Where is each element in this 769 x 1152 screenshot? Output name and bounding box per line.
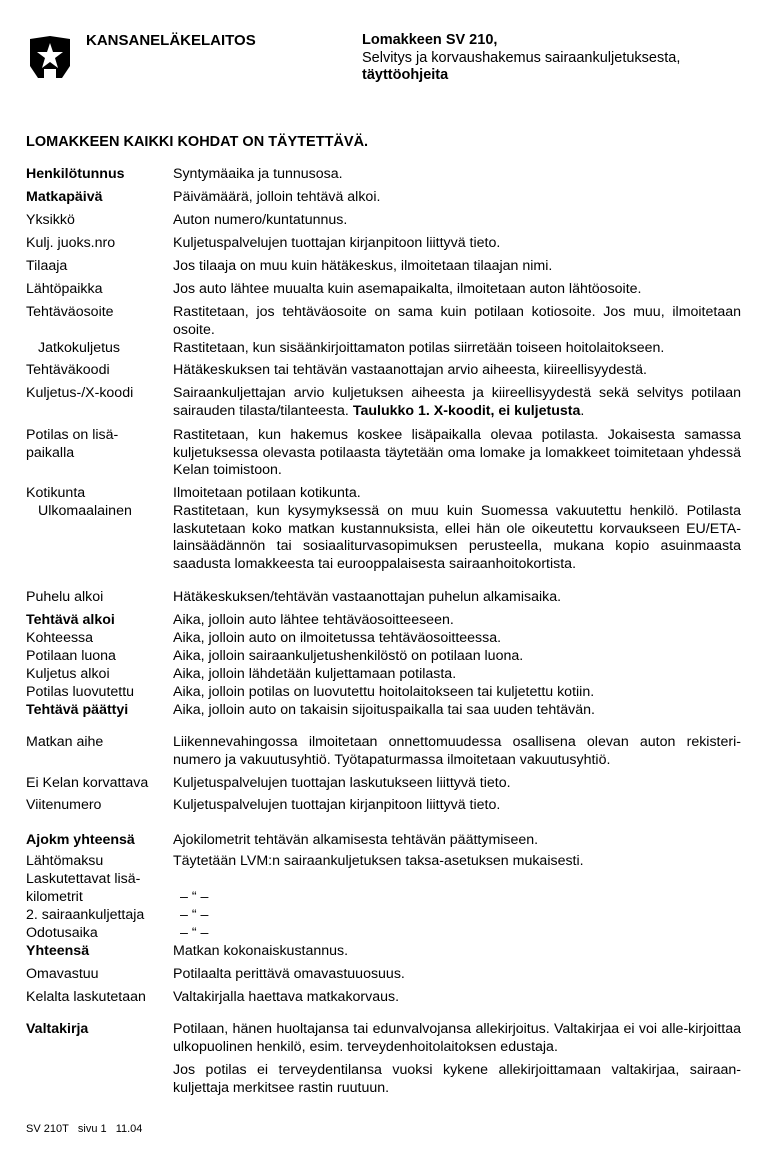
- field-description: Auton numero/kuntatunnus.: [173, 212, 348, 228]
- field-label: Potilas luovutettu: [26, 684, 135, 700]
- field-label: Viitenumero: [26, 797, 102, 813]
- field-label: Jatkokuljetus: [38, 340, 121, 356]
- field-description: – “ –: [180, 889, 209, 905]
- field-label: Matkapäivä: [26, 189, 103, 205]
- field-label: Ajokm yhteensä: [26, 832, 135, 848]
- field-description: Valtakirjalla haettava matkakorvaus.: [173, 989, 400, 1005]
- field-description: Rastitetaan, kun kysymyksessä on muu kuin Suomessa vakuutettu henkilö. Potilasta laskutetaan koko matkan kustannuksista, ellei hän ole oikeutettu korvaukseen EU/ETA-lainsäädännön tai sosiaaliturvasopimuksen perusteella, mukana kopio asuinmaasta saadusta lomakkeesta tai eurooppalaisesta sairaanhoitokortista.: [173, 503, 741, 572]
- field-description-text: Potilaan, hänen huoltajansa tai edunvalvojansa allekirjoitus. Valtakirjaa ei voi alle-kirjoittaa ulkopuolinen henkilö, esim. terveydenhoitolaitoksen edustaja.: [173, 1021, 741, 1055]
- field-description: Rastitetaan, jos tehtäväosoite on sama kuin potilaan kotiosoite. Jos muu, ilmoitetaan osoite.: [173, 304, 741, 338]
- field-label: Laskutettavat lisä-kilometrit: [26, 871, 141, 905]
- kela-logo-icon: [27, 36, 73, 78]
- field-label: Valtakirja: [26, 1021, 89, 1037]
- form-header: [362, 32, 680, 85]
- field-description: Matkan kokonaiskustannus.: [173, 943, 349, 959]
- page-footer: [26, 1123, 148, 1135]
- field-label: Tehtäväosoite: [26, 304, 114, 320]
- field-label: Tehtävä alkoi: [26, 612, 115, 628]
- field-description: Aika, jolloin auto on takaisin sijoituspaikalla tai saa uuden tehtävän.: [173, 702, 595, 718]
- field-label: Ulkomaalainen: [38, 503, 132, 519]
- field-label: Henkilötunnus: [26, 166, 125, 182]
- field-label: Kelalta laskutetaan: [26, 989, 146, 1005]
- field-description-text-2: Jos potilas ei terveydentilansa vuoksi kykene allekirjoittamaan valtakirjaa, sairaan-kuljettaja merkitsee rastin ruutuun.: [173, 1062, 741, 1096]
- field-description: Hätäkeskuksen tai tehtävän vastaanottajan arvio aiheesta, kiireellisyydestä.: [173, 362, 647, 378]
- field-label: Potilas on lisä-paikalla: [26, 427, 119, 461]
- field-label: Odotusaika: [26, 925, 98, 941]
- field-description: Sairaankuljettajan arvio kuljetuksen aiheesta ja kiireellisyydestä sekä selvitys potilaan sairauden tilasta/tilanteesta. Taulukko 1. X-koodit, ei kuljetusta.: [173, 385, 741, 419]
- field-description: Potilaalta perittävä omavastuuosuus.: [173, 966, 405, 982]
- field-label: Kotikunta: [26, 485, 86, 501]
- field-description: Liikennevahingossa ilmoitetaan onnettomuudessa osallisena olevan auton rekisteri-numero ja vakuutusyhtiö. Työtapaturmassa ilmoitetaan vakuutusyhtiö.: [173, 734, 741, 768]
- field-label: Omavastuu: [26, 966, 99, 982]
- table-reference: Taulukko 1. X-koodit, ei kuljetusta: [352, 402, 581, 419]
- field-description: Jos auto lähtee muualta kuin asemapaikalta, ilmoitetaan auton lähtöosoite.: [173, 281, 642, 297]
- field-description-text: Sairaankuljettajan arvio kuljetuksen aiheesta ja kiireellisyydestä sekä selvitys potilaan sairauden tilasta/tilanteesta.: [173, 385, 741, 419]
- field-label: Tilaaja: [26, 258, 68, 274]
- form-code: SV 210T: [26, 1123, 69, 1135]
- field-description: – “ –: [180, 925, 209, 941]
- field-description: Ajokilometrit tehtävän alkamisesta tehtävän päättymiseen.: [173, 832, 539, 848]
- field-description: Päivämäärä, jolloin tehtävä alkoi.: [173, 189, 381, 205]
- field-label: Kulj. juoks.nro: [26, 235, 116, 251]
- form-kind: täyttöohjeita: [362, 67, 449, 83]
- field-description: [173, 1021, 741, 1097]
- field-description: Aika, jolloin potilas on luovutettu hoitolaitokseen tai kuljetettu kotiin.: [173, 684, 595, 700]
- form-date: 11.04: [115, 1123, 143, 1135]
- field-description: Aika, jolloin lähdetään kuljettamaan potilasta.: [173, 666, 457, 682]
- field-label: 2. sairaankuljettaja: [26, 907, 145, 923]
- field-label: Potilaan luona: [26, 648, 116, 664]
- field-label: Kuljetus-/X-koodi: [26, 385, 134, 401]
- page-heading: LOMAKKEEN KAIKKI KOHDAT ON TÄYTETTÄVÄ.: [26, 134, 369, 150]
- field-description: Rastitetaan, kun sisäänkirjoittamaton potilas siirretään toiseen hoitolaitokseen.: [173, 340, 665, 356]
- field-label: Yhteensä: [26, 943, 90, 959]
- organization-name: KANSANELÄKELAITOS: [86, 32, 256, 49]
- field-description: Kuljetuspalvelujen tuottajan kirjanpitoon liittyvä tieto.: [173, 235, 501, 251]
- field-description: Jos tilaaja on muu kuin hätäkeskus, ilmoitetaan tilaajan nimi.: [173, 258, 553, 274]
- field-description: Aika, jolloin sairaankuljetushenkilöstö on potilaan luona.: [173, 648, 524, 664]
- field-description: Aika, jolloin auto lähtee tehtäväosoitteeseen.: [173, 612, 454, 628]
- field-description: Kuljetuspalvelujen tuottajan kirjanpitoon liittyvä tieto.: [173, 797, 501, 813]
- field-description: Syntymäaika ja tunnusosa.: [173, 166, 343, 182]
- field-description: – “ –: [180, 907, 209, 923]
- field-label: Kohteessa: [26, 630, 94, 646]
- form-subtitle: Selvitys ja korvaushakemus sairaankuljetuksesta,: [362, 49, 681, 66]
- field-description: Ilmoitetaan potilaan kotikunta.: [173, 485, 361, 501]
- field-label: Yksikkö: [26, 212, 75, 228]
- page-number: sivu 1: [77, 1123, 107, 1135]
- form-title: Lomakkeen SV 210,: [362, 32, 498, 48]
- field-description: Täytetään LVM:n sairaankuljetuksen taksa-asetuksen mukaisesti.: [173, 853, 584, 869]
- field-label: Matkan aihe: [26, 734, 104, 750]
- field-label: Tehtäväkoodi: [26, 362, 110, 378]
- field-description: Aika, jolloin auto on ilmoitetussa tehtäväosoitteessa.: [173, 630, 502, 646]
- field-label: Lähtöpaikka: [26, 281, 103, 297]
- field-label: Puhelu alkoi: [26, 589, 104, 605]
- field-label: Tehtävä päättyi: [26, 702, 129, 718]
- field-label: Kuljetus alkoi: [26, 666, 110, 682]
- field-description: Rastitetaan, kun hakemus koskee lisäpaikalla olevaa potilasta. Jokaisesta samassa kuljetuksessa olevasta potilaasta täytetään oma lomake ja lomakkeet toimitetaan yhdessä Kelan toimistoon.: [173, 427, 741, 479]
- field-label: Ei Kelan korvattava: [26, 775, 149, 791]
- field-description: Hätäkeskuksen/tehtävän vastaanottajan puhelun alkamisaika.: [173, 589, 562, 605]
- field-label: Lähtömaksu: [26, 853, 104, 869]
- field-description: Kuljetuspalvelujen tuottajan laskutukseen liittyvä tieto.: [173, 775, 511, 791]
